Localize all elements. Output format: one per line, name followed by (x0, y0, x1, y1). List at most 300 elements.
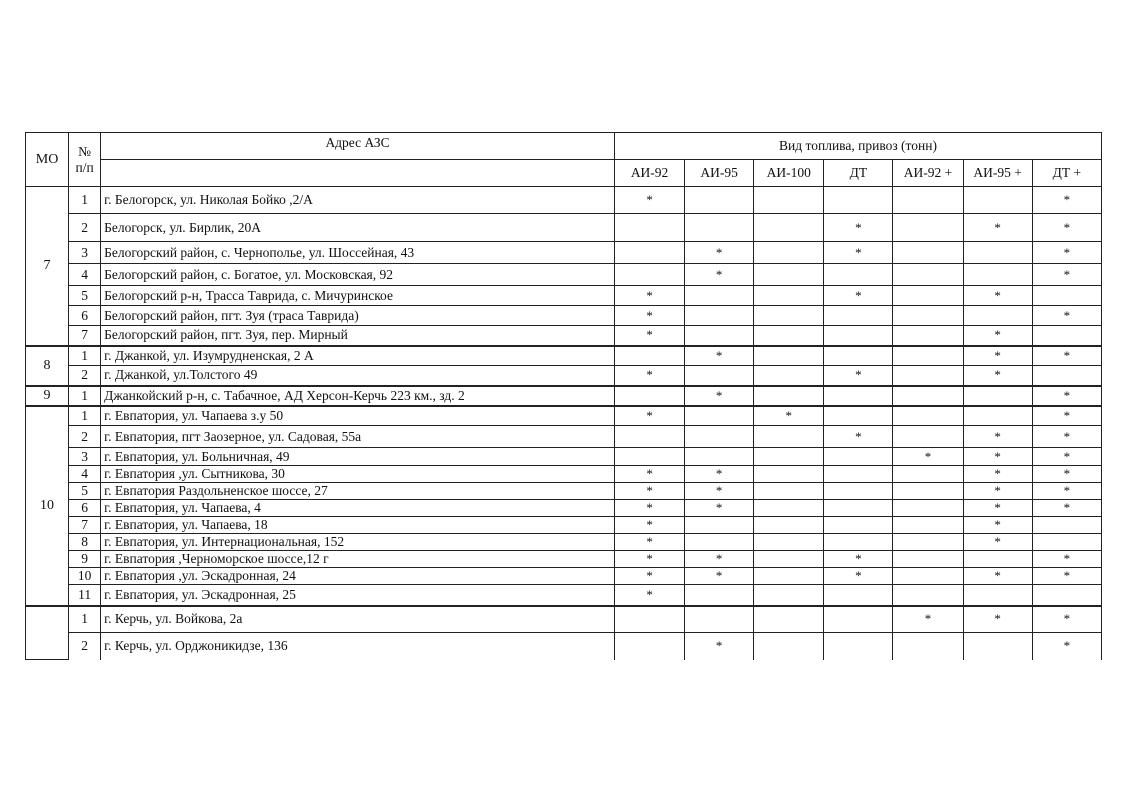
mo-cell: 10 (26, 406, 69, 606)
fuel-cell (824, 386, 893, 406)
fuel-cell (685, 214, 754, 242)
station-address: Белогорск, ул. Бирлик, 20А (101, 214, 615, 242)
fuel-available-mark: * (715, 500, 723, 515)
fuel-cell (963, 426, 1032, 448)
fuel-cell (963, 466, 1032, 483)
fuel-available-mark: * (1063, 551, 1071, 566)
fuel-cell (963, 386, 1032, 406)
header-address: Адрес АЗС (101, 133, 615, 160)
table-row (26, 448, 1102, 466)
fuel-cell (824, 500, 893, 517)
fuel-cell (1032, 517, 1101, 534)
fuel-cell (963, 214, 1032, 242)
fuel-cell (754, 534, 824, 551)
fuel-available-mark: * (646, 551, 653, 566)
header-fuel-ai92-plus: АИ-92 + (893, 160, 963, 187)
fuel-cell (963, 286, 1032, 306)
header-fuel-dt: ДТ (824, 160, 893, 187)
fuel-cell (685, 306, 754, 326)
fuel-available-mark: * (646, 586, 653, 602)
header-mo: МО (26, 133, 69, 187)
header-fuel-ai92: АИ-92 (615, 160, 685, 187)
header-number (69, 133, 101, 187)
station-address: г. Керчь, ул. Войкова, 2а (101, 606, 615, 633)
station-address: г. Евпатория, ул. Интернациональная, 152 (101, 534, 615, 551)
row-number: 1 (69, 406, 101, 426)
fuel-available-mark: * (1063, 466, 1071, 481)
fuel-cell (615, 517, 685, 534)
fuel-cell (615, 306, 685, 326)
fuel-available-mark: * (715, 244, 723, 260)
fuel-cell (615, 500, 685, 517)
station-address: г. Евпатория, ул. Чапаева з.у 50 (101, 406, 615, 426)
station-address: г. Евпатория, ул. Больничная, 49 (101, 448, 615, 466)
station-address: Джанкойский р-н, с. Табачное, АД Херсон-Керчь 223 км., зд. 2 (101, 386, 615, 406)
fuel-cell (615, 242, 685, 264)
fuel-cell (615, 326, 685, 346)
fuel-cell (893, 568, 963, 585)
fuel-cell (615, 264, 685, 286)
fuel-cell (1032, 264, 1101, 286)
fuel-cell (754, 585, 824, 606)
table-row (26, 585, 1102, 606)
fuel-cell (685, 534, 754, 551)
fuel-available-mark: * (855, 551, 862, 566)
fuel-cell (615, 386, 685, 406)
fuel-available-mark: * (1063, 266, 1071, 282)
fuel-cell (615, 606, 685, 633)
fuel-cell (754, 286, 824, 306)
fuel-cell (754, 500, 824, 517)
fuel-cell (754, 448, 824, 466)
fuel-cell (685, 483, 754, 500)
fuel-cell (893, 483, 963, 500)
fuel-cell (685, 551, 754, 568)
fuel-cell (685, 426, 754, 448)
fuel-available-mark: * (646, 517, 653, 532)
fuel-cell (963, 568, 1032, 585)
fuel-cell (893, 346, 963, 366)
fuel-cell (615, 286, 685, 306)
table-row (26, 633, 1102, 660)
row-number: 2 (69, 633, 101, 660)
fuel-cell (1032, 242, 1101, 264)
table-row (26, 214, 1102, 242)
fuel-cell (685, 517, 754, 534)
fuel-cell (754, 214, 824, 242)
fuel-cell (754, 326, 824, 346)
row-number: 1 (69, 606, 101, 633)
row-number: 7 (69, 517, 101, 534)
table-row (26, 326, 1102, 346)
fuel-available-mark: * (646, 534, 653, 549)
fuel-cell (824, 306, 893, 326)
fuel-cell (685, 346, 754, 366)
fuel-cell (685, 500, 754, 517)
fuel-available-mark: * (646, 367, 653, 383)
fuel-cell (893, 326, 963, 346)
station-address: г. Евпатория ,ул. Эскадронная, 24 (101, 568, 615, 585)
fuel-cell (685, 633, 754, 660)
mo-cell: 7 (26, 187, 69, 346)
row-number: 7 (69, 326, 101, 346)
header-number-sign: № (78, 143, 92, 159)
row-number: 3 (69, 448, 101, 466)
fuel-cell (685, 286, 754, 306)
fuel-available-mark: * (994, 327, 1001, 343)
fuel-available-mark: * (715, 568, 723, 583)
fuel-cell (754, 517, 824, 534)
fuel-cell (685, 187, 754, 214)
fuel-cell (824, 366, 893, 386)
fuel-cell (963, 242, 1032, 264)
fuel-cell (615, 585, 685, 606)
fuel-cell (893, 286, 963, 306)
fuel-available-mark: * (924, 611, 932, 627)
fuel-available-mark: * (855, 287, 862, 303)
station-address: г. Евпатория, пгт Заозерное, ул. Садовая, 55а (101, 426, 615, 448)
mo-cell (26, 606, 69, 660)
fuel-cell (893, 426, 963, 448)
row-number: 6 (69, 306, 101, 326)
fuel-cell (824, 242, 893, 264)
row-number: 10 (69, 568, 101, 585)
fuel-cell (824, 585, 893, 606)
mo-cell: 9 (26, 386, 69, 406)
table-row (26, 242, 1102, 264)
fuel-available-mark: * (715, 387, 723, 403)
fuel-station-table-sheet (25, 132, 1102, 660)
header-number-pp: п/п (75, 159, 94, 175)
table-row (26, 500, 1102, 517)
header-fuel-ai95-plus: АИ-95 + (963, 160, 1032, 187)
fuel-available-mark: * (994, 428, 1001, 444)
fuel-cell (963, 500, 1032, 517)
fuel-cell (963, 306, 1032, 326)
fuel-cell (963, 366, 1032, 386)
table-row (26, 466, 1102, 483)
fuel-available-mark: * (646, 307, 653, 323)
station-address: г. Джанкой, ул. Изумрудненская, 2 А (101, 346, 615, 366)
fuel-cell (824, 214, 893, 242)
row-number: 11 (69, 585, 101, 606)
fuel-cell (963, 517, 1032, 534)
fuel-cell (1032, 326, 1101, 346)
fuel-cell (754, 242, 824, 264)
fuel-cell (963, 585, 1032, 606)
fuel-cell (685, 568, 754, 585)
fuel-cell (963, 551, 1032, 568)
fuel-available-mark: * (715, 466, 723, 481)
fuel-available-mark: * (646, 568, 653, 583)
fuel-cell (685, 386, 754, 406)
fuel-cell (824, 633, 893, 660)
fuel-cell (963, 406, 1032, 426)
fuel-cell (685, 366, 754, 386)
fuel-available-mark: * (855, 428, 862, 444)
fuel-cell (615, 366, 685, 386)
fuel-cell (963, 448, 1032, 466)
station-address: г. Евпатория ,ул. Сытникова, 30 (101, 466, 615, 483)
fuel-available-mark: * (994, 367, 1001, 383)
fuel-available-mark: * (646, 192, 653, 207)
station-address: г. Евпатория Раздольненское шоссе, 27 (101, 483, 615, 500)
table-body (26, 187, 1102, 660)
fuel-cell (1032, 606, 1101, 633)
table-row (26, 426, 1102, 448)
fuel-cell (1032, 346, 1101, 366)
fuel-cell (893, 306, 963, 326)
fuel-cell (824, 264, 893, 286)
fuel-cell (893, 466, 963, 483)
table-row (26, 306, 1102, 326)
fuel-available-mark: * (1063, 428, 1071, 444)
table-row (26, 534, 1102, 551)
header-fuel-group: Вид топлива, привоз (тонн) (615, 133, 1102, 160)
fuel-available-mark: * (1063, 448, 1071, 464)
fuel-cell (1032, 534, 1101, 551)
fuel-cell (963, 606, 1032, 633)
table-row (26, 406, 1102, 426)
fuel-cell (615, 426, 685, 448)
fuel-cell (1032, 551, 1101, 568)
fuel-cell (1032, 406, 1101, 426)
station-address: г. Евпатория, ул. Чапаева, 18 (101, 517, 615, 534)
fuel-available-mark: * (1063, 347, 1071, 363)
fuel-available-mark: * (1063, 500, 1071, 515)
fuel-available-mark: * (646, 287, 653, 303)
fuel-cell (754, 466, 824, 483)
fuel-available-mark: * (1063, 568, 1071, 583)
fuel-cell (824, 406, 893, 426)
fuel-cell (893, 366, 963, 386)
fuel-available-mark: * (855, 568, 862, 583)
fuel-available-mark: * (994, 500, 1001, 515)
fuel-cell (963, 633, 1032, 660)
fuel-available-mark: * (994, 483, 1001, 498)
fuel-cell (615, 448, 685, 466)
table-row (26, 551, 1102, 568)
fuel-available-mark: * (1063, 192, 1071, 207)
fuel-cell (615, 214, 685, 242)
fuel-cell (754, 551, 824, 568)
row-number: 2 (69, 426, 101, 448)
fuel-cell (893, 606, 963, 633)
fuel-available-mark: * (994, 534, 1001, 549)
fuel-cell (685, 326, 754, 346)
fuel-available-mark: * (646, 500, 653, 515)
fuel-cell (1032, 386, 1101, 406)
fuel-available-mark: * (785, 407, 793, 423)
fuel-available-mark: * (715, 483, 723, 498)
fuel-cell (615, 187, 685, 214)
fuel-cell (685, 466, 754, 483)
fuel-cell (615, 346, 685, 366)
fuel-cell (824, 517, 893, 534)
station-address: г. Керчь, ул. Орджоникидзе, 136 (101, 633, 615, 660)
fuel-cell (1032, 448, 1101, 466)
station-address: Белогорский р-н, Трасса Таврида, с. Мичуринское (101, 286, 615, 306)
table-row (26, 517, 1102, 534)
fuel-cell (1032, 187, 1101, 214)
fuel-cell (824, 483, 893, 500)
fuel-cell (893, 500, 963, 517)
fuel-available-mark: * (715, 551, 723, 566)
station-address: г. Белогорск, ул. Николая Бойко ,2/А (101, 187, 615, 214)
row-number: 2 (69, 366, 101, 386)
fuel-cell (754, 633, 824, 660)
table-row (26, 568, 1102, 585)
fuel-cell (615, 633, 685, 660)
row-number: 2 (69, 214, 101, 242)
row-number: 4 (69, 264, 101, 286)
fuel-available-mark: * (1063, 387, 1071, 403)
fuel-cell (615, 406, 685, 426)
fuel-cell (893, 448, 963, 466)
fuel-cell (685, 606, 754, 633)
fuel-cell (824, 551, 893, 568)
fuel-cell (824, 346, 893, 366)
fuel-cell (754, 306, 824, 326)
fuel-available-mark: * (1063, 219, 1071, 235)
fuel-available-mark: * (994, 448, 1001, 464)
fuel-available-mark: * (1063, 244, 1071, 260)
row-number: 6 (69, 500, 101, 517)
fuel-cell (685, 242, 754, 264)
fuel-available-mark: * (994, 219, 1001, 235)
fuel-available-mark: * (855, 244, 862, 260)
table-row (26, 286, 1102, 306)
header-address-blank (101, 160, 615, 187)
fuel-cell (754, 426, 824, 448)
station-address: г. Джанкой, ул.Толстого 49 (101, 366, 615, 386)
station-address: г. Евпатория, ул. Чапаева, 4 (101, 500, 615, 517)
header-fuel-ai95: АИ-95 (685, 160, 754, 187)
fuel-cell (824, 448, 893, 466)
fuel-cell (824, 326, 893, 346)
table-row (26, 264, 1102, 286)
fuel-available-mark: * (715, 266, 723, 282)
table-row (26, 386, 1102, 406)
fuel-cell (824, 286, 893, 306)
fuel-available-mark: * (994, 347, 1001, 363)
fuel-cell (1032, 568, 1101, 585)
fuel-cell (893, 214, 963, 242)
fuel-cell (685, 264, 754, 286)
fuel-available-mark: * (855, 367, 862, 383)
fuel-available-mark: * (1063, 483, 1071, 498)
fuel-cell (824, 466, 893, 483)
fuel-cell (893, 585, 963, 606)
fuel-cell (754, 187, 824, 214)
table-row (26, 366, 1102, 386)
fuel-cell (1032, 585, 1101, 606)
table-row (26, 346, 1102, 366)
row-number: 9 (69, 551, 101, 568)
fuel-cell (754, 264, 824, 286)
fuel-cell (893, 406, 963, 426)
row-number: 8 (69, 534, 101, 551)
fuel-station-table (25, 132, 1102, 660)
fuel-available-mark: * (715, 638, 723, 654)
table-row (26, 483, 1102, 500)
fuel-available-mark: * (994, 517, 1001, 532)
station-address: Белогорский район, с. Чернополье, ул. Шоссейная, 43 (101, 242, 615, 264)
fuel-available-mark: * (994, 568, 1001, 583)
row-number: 5 (69, 286, 101, 306)
station-address: Белогорский район, пгт. Зуя, пер. Мирный (101, 326, 615, 346)
fuel-cell (824, 534, 893, 551)
fuel-cell (754, 483, 824, 500)
station-address: Белогорский район, пгт. Зуя (траса Таврида) (101, 306, 615, 326)
fuel-cell (754, 568, 824, 585)
station-address: Белогорский район, с. Богатое, ул. Московская, 92 (101, 264, 615, 286)
table-row (26, 187, 1102, 214)
fuel-cell (963, 483, 1032, 500)
fuel-cell (754, 366, 824, 386)
fuel-cell (824, 426, 893, 448)
fuel-available-mark: * (1063, 638, 1071, 654)
fuel-cell (1032, 466, 1101, 483)
fuel-available-mark: * (994, 466, 1001, 481)
fuel-cell (1032, 366, 1101, 386)
fuel-cell (1032, 426, 1101, 448)
header-fuel-dt-plus: ДТ + (1032, 160, 1101, 187)
fuel-cell (893, 386, 963, 406)
fuel-cell (893, 633, 963, 660)
fuel-available-mark: * (715, 347, 723, 363)
fuel-cell (754, 606, 824, 633)
fuel-cell (685, 406, 754, 426)
fuel-cell (1032, 633, 1101, 660)
fuel-cell (615, 483, 685, 500)
fuel-available-mark: * (646, 407, 653, 423)
fuel-cell (685, 448, 754, 466)
fuel-cell (1032, 286, 1101, 306)
fuel-cell (615, 568, 685, 585)
fuel-available-mark: * (646, 327, 653, 343)
fuel-cell (754, 406, 824, 426)
fuel-available-mark: * (1063, 611, 1071, 627)
row-number: 3 (69, 242, 101, 264)
fuel-cell (615, 534, 685, 551)
table-row (26, 606, 1102, 633)
fuel-cell (893, 517, 963, 534)
fuel-cell (963, 264, 1032, 286)
fuel-cell (893, 264, 963, 286)
fuel-available-mark: * (646, 466, 653, 481)
fuel-cell (893, 551, 963, 568)
fuel-cell (893, 534, 963, 551)
row-number: 1 (69, 187, 101, 214)
fuel-cell (615, 551, 685, 568)
fuel-cell (1032, 306, 1101, 326)
fuel-available-mark: * (855, 219, 862, 235)
fuel-cell (754, 346, 824, 366)
fuel-cell (824, 568, 893, 585)
row-number: 5 (69, 483, 101, 500)
fuel-cell (1032, 500, 1101, 517)
fuel-cell (615, 466, 685, 483)
fuel-cell (963, 346, 1032, 366)
fuel-available-mark: * (994, 611, 1001, 627)
fuel-available-mark: * (994, 287, 1001, 303)
row-number: 4 (69, 466, 101, 483)
header-fuel-ai100: АИ-100 (754, 160, 824, 187)
fuel-cell (754, 386, 824, 406)
fuel-cell (1032, 214, 1101, 242)
fuel-cell (893, 187, 963, 214)
